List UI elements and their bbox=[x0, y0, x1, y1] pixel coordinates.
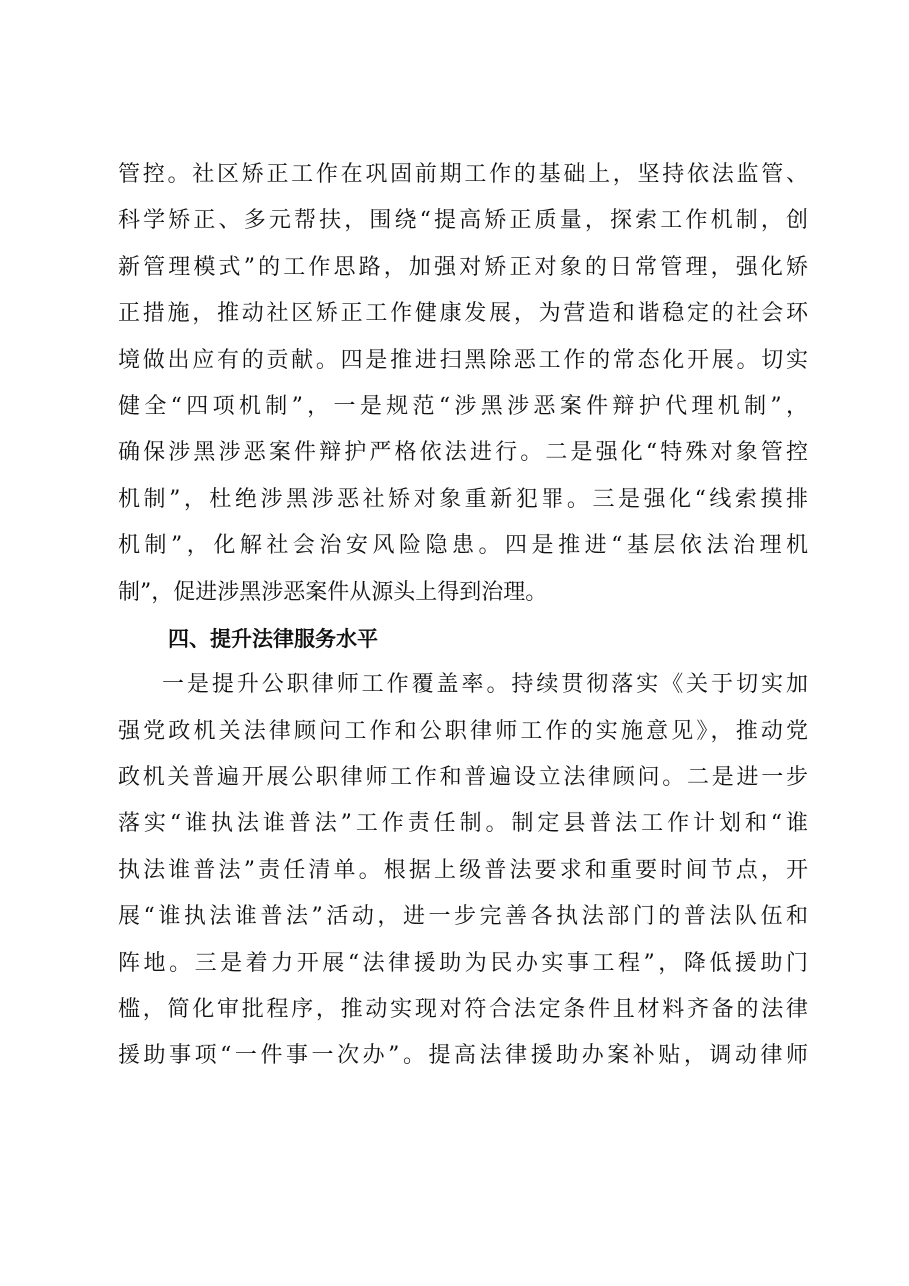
paragraph-line: 正措施，推动社区矫正工作健康发展，为营造和谐稳定的社会环 bbox=[118, 301, 808, 327]
paragraph-line: 新管理模式”的工作思路，加强对矫正对象的日常管理，强化矫 bbox=[118, 254, 808, 280]
paragraph-line: 管控。社区矫正工作在巩固前期工作的基础上，坚持依法监管、 bbox=[118, 162, 808, 187]
section-heading: 四、提升法律服务水平 bbox=[168, 626, 378, 651]
paragraph-line: 政机关普遍开展公职律师工作和普遍设立法律顾问。二是进一步 bbox=[118, 765, 808, 791]
paragraph-line: 制”，促进涉黑涉恶案件从源头上得到治理。 bbox=[118, 579, 548, 605]
paragraph-line: 阵地。三是着力开展“法律援助为民办实事工程”，降低援助门 bbox=[118, 950, 808, 976]
paragraph-line: 槛，简化审批程序，推动实现对符合法定条件且材料齐备的法律 bbox=[118, 997, 808, 1023]
paragraph-line: 执法谁普法”责任清单。根据上级普法要求和重要时间节点，开 bbox=[118, 857, 808, 883]
paragraph-line: 机制”，化解社会治安风险隐患。四是推进“基层依法治理机 bbox=[118, 533, 808, 559]
paragraph-line: 健全“四项机制”，一是规范“涉黑涉恶案件辩护代理机制”， bbox=[118, 393, 808, 419]
paragraph-line: 确保涉黑涉恶案件辩护严格依法进行。二是强化“特殊对象管控 bbox=[118, 440, 808, 466]
paragraph-line: 落实“谁执法谁普法”工作责任制。制定县普法工作计划和“谁 bbox=[118, 811, 808, 837]
paragraph-line: 展“谁执法谁普法”活动，进一步完善各执法部门的普法队伍和 bbox=[118, 904, 808, 930]
document-body bbox=[118, 152, 808, 1080]
paragraph-line: 科学矫正、多元帮扶，围绕“提高矫正质量，探索工作机制，创 bbox=[118, 208, 808, 234]
paragraph-line: 机制”，杜绝涉黑涉恶社矫对象重新犯罪。三是强化“线索摸排 bbox=[118, 486, 808, 512]
paragraph-line: 强党政机关法律顾问工作和公职律师工作的实施意见》，推动党 bbox=[118, 718, 808, 744]
paragraph-line: 境做出应有的贡献。四是推进扫黑除恶工作的常态化开展。切实 bbox=[118, 347, 808, 373]
paragraph-line: 援助事项“一件事一次办”。提高法律援助办案补贴，调动律师 bbox=[118, 1043, 808, 1069]
paragraph-line: 一是提升公职律师工作覆盖率。持续贯彻落实《关于切实加 bbox=[162, 672, 808, 698]
